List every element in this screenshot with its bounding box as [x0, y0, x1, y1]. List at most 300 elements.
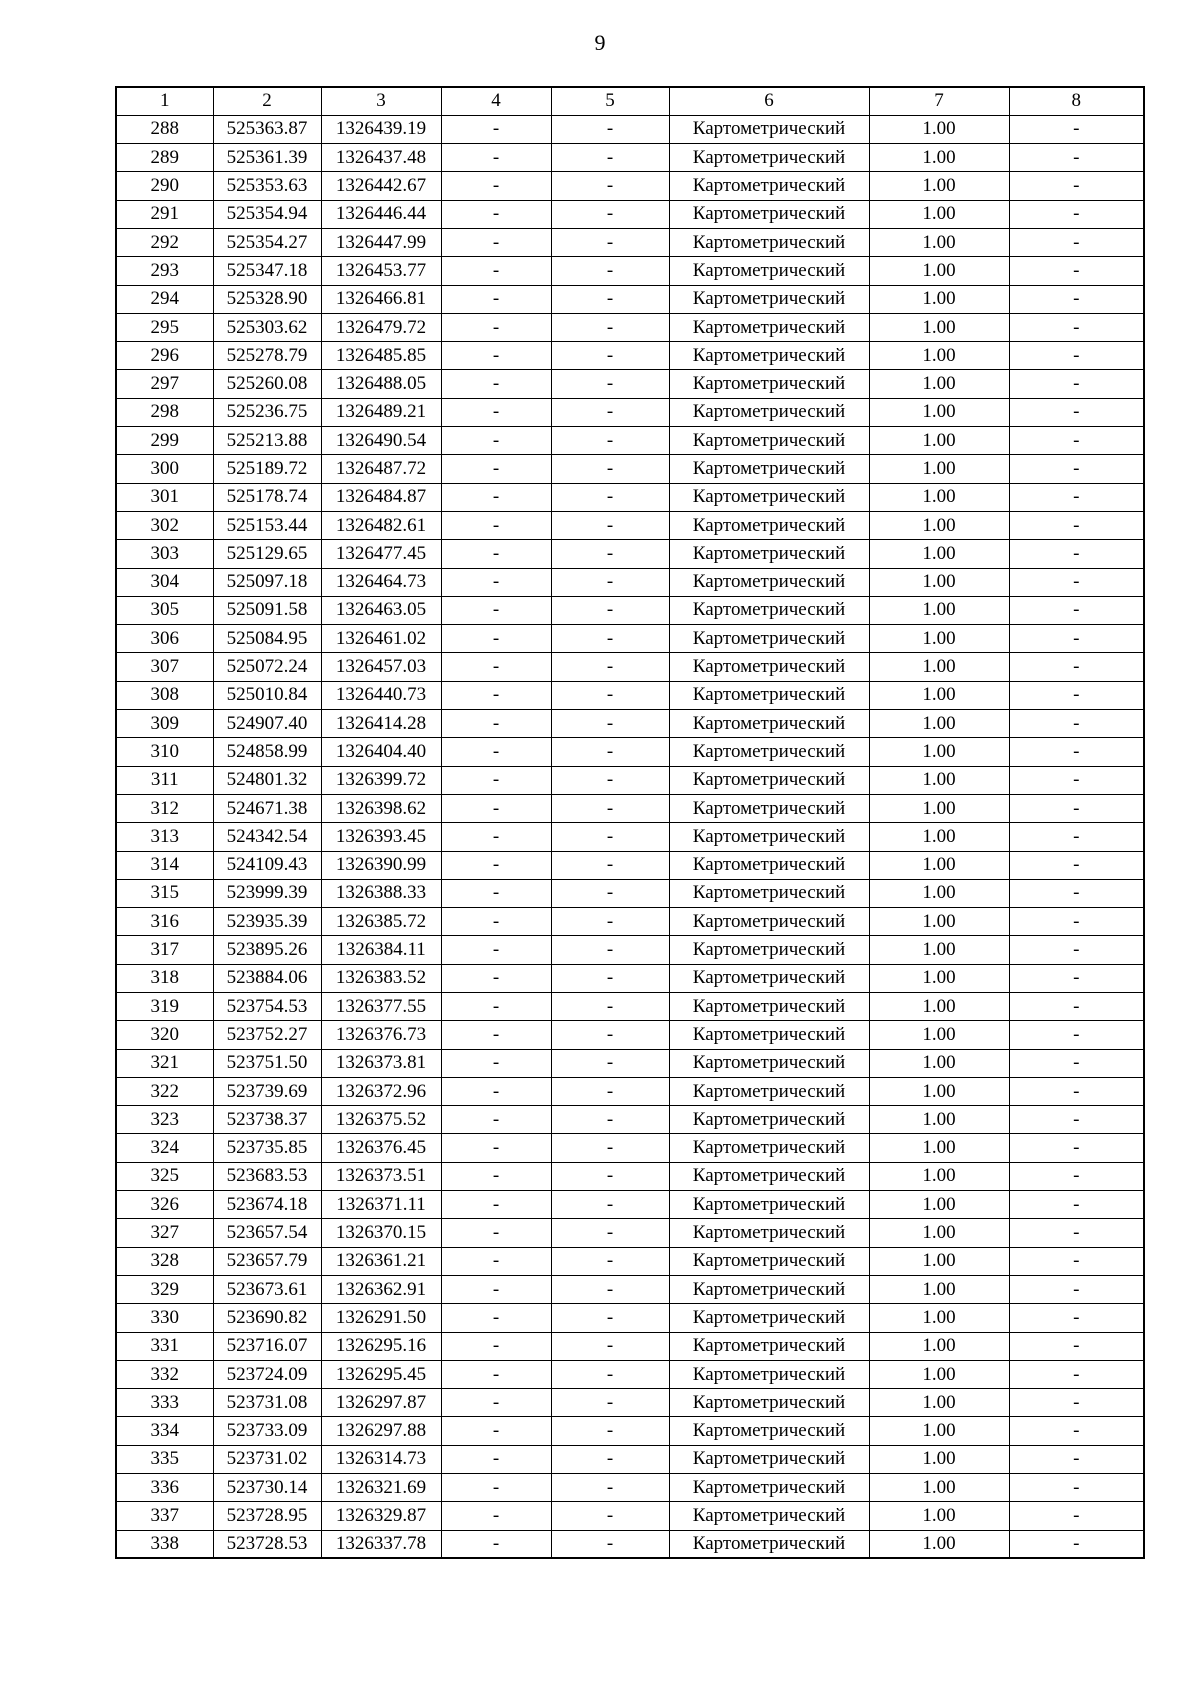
table-row — [116, 568, 1144, 596]
cell-point-number: 320 — [116, 1021, 213, 1049]
table-row — [116, 653, 1144, 681]
table-header-row — [116, 87, 1144, 115]
table-row — [116, 455, 1144, 483]
cell-method: Картометрический — [669, 964, 869, 992]
cell-col-8: - — [1009, 1247, 1144, 1275]
cell-method: Картометрический — [669, 540, 869, 568]
cell-col-4: - — [441, 427, 551, 455]
cell-coord-x: 525091.58 — [213, 596, 321, 624]
cell-coord-x: 525347.18 — [213, 257, 321, 285]
cell-method: Картометрический — [669, 1332, 869, 1360]
cell-coord-x: 523683.53 — [213, 1162, 321, 1190]
cell-coord-x: 525084.95 — [213, 625, 321, 653]
cell-col-5: - — [551, 172, 669, 200]
cell-accuracy: 1.00 — [869, 427, 1009, 455]
cell-col-8: - — [1009, 370, 1144, 398]
cell-coord-x: 523999.39 — [213, 879, 321, 907]
cell-col-5: - — [551, 794, 669, 822]
cell-point-number: 296 — [116, 342, 213, 370]
cell-point-number: 290 — [116, 172, 213, 200]
cell-point-number: 289 — [116, 144, 213, 172]
cell-point-number: 325 — [116, 1162, 213, 1190]
cell-col-8: - — [1009, 1077, 1144, 1105]
cell-col-8: - — [1009, 540, 1144, 568]
cell-col-4: - — [441, 172, 551, 200]
cell-col-8: - — [1009, 993, 1144, 1021]
table-row — [116, 625, 1144, 653]
cell-coord-x: 525328.90 — [213, 285, 321, 313]
cell-coord-y: 1326297.88 — [321, 1417, 441, 1445]
cell-point-number: 331 — [116, 1332, 213, 1360]
cell-method: Картометрический — [669, 766, 869, 794]
cell-col-8: - — [1009, 1191, 1144, 1219]
cell-point-number: 298 — [116, 398, 213, 426]
cell-coord-x: 523735.85 — [213, 1134, 321, 1162]
cell-col-8: - — [1009, 653, 1144, 681]
cell-accuracy: 1.00 — [869, 144, 1009, 172]
table-row — [116, 483, 1144, 511]
cell-col-4: - — [441, 596, 551, 624]
cell-coord-x: 523731.02 — [213, 1445, 321, 1473]
cell-point-number: 323 — [116, 1106, 213, 1134]
cell-col-4: - — [441, 681, 551, 709]
table-row — [116, 1077, 1144, 1105]
cell-method: Картометрический — [669, 483, 869, 511]
cell-col-5: - — [551, 1502, 669, 1530]
cell-point-number: 313 — [116, 823, 213, 851]
cell-method: Картометрический — [669, 342, 869, 370]
cell-col-5: - — [551, 1162, 669, 1190]
cell-col-4: - — [441, 1502, 551, 1530]
cell-point-number: 318 — [116, 964, 213, 992]
cell-coord-x: 524858.99 — [213, 738, 321, 766]
cell-col-8: - — [1009, 342, 1144, 370]
cell-accuracy: 1.00 — [869, 625, 1009, 653]
cell-col-8: - — [1009, 936, 1144, 964]
cell-coord-x: 525278.79 — [213, 342, 321, 370]
column-header-1: 1 — [116, 87, 213, 115]
table-row — [116, 794, 1144, 822]
cell-point-number: 310 — [116, 738, 213, 766]
cell-accuracy: 1.00 — [869, 483, 1009, 511]
table-row — [116, 511, 1144, 539]
cell-method: Картометрический — [669, 1077, 869, 1105]
cell-coord-x: 524801.32 — [213, 766, 321, 794]
cell-method: Картометрический — [669, 710, 869, 738]
cell-method: Картометрический — [669, 1247, 869, 1275]
cell-coord-y: 1326404.40 — [321, 738, 441, 766]
cell-col-8: - — [1009, 1417, 1144, 1445]
cell-col-4: - — [441, 1021, 551, 1049]
cell-accuracy: 1.00 — [869, 1219, 1009, 1247]
cell-point-number: 328 — [116, 1247, 213, 1275]
cell-method: Картометрический — [669, 257, 869, 285]
cell-accuracy: 1.00 — [869, 993, 1009, 1021]
cell-accuracy: 1.00 — [869, 172, 1009, 200]
cell-col-8: - — [1009, 427, 1144, 455]
cell-accuracy: 1.00 — [869, 1389, 1009, 1417]
cell-col-8: - — [1009, 1502, 1144, 1530]
table-row — [116, 370, 1144, 398]
cell-coord-x: 525354.94 — [213, 200, 321, 228]
cell-point-number: 337 — [116, 1502, 213, 1530]
cell-col-8: - — [1009, 1106, 1144, 1134]
cell-col-4: - — [441, 1332, 551, 1360]
cell-col-5: - — [551, 936, 669, 964]
cell-coord-y: 1326383.52 — [321, 964, 441, 992]
cell-accuracy: 1.00 — [869, 908, 1009, 936]
cell-col-8: - — [1009, 1219, 1144, 1247]
table-row — [116, 908, 1144, 936]
cell-accuracy: 1.00 — [869, 200, 1009, 228]
cell-col-5: - — [551, 879, 669, 907]
column-header-5: 5 — [551, 87, 669, 115]
cell-coord-x: 523739.69 — [213, 1077, 321, 1105]
cell-col-8: - — [1009, 710, 1144, 738]
cell-col-5: - — [551, 455, 669, 483]
cell-point-number: 324 — [116, 1134, 213, 1162]
cell-method: Картометрический — [669, 908, 869, 936]
cell-col-5: - — [551, 228, 669, 256]
table-row — [116, 851, 1144, 879]
column-header-7: 7 — [869, 87, 1009, 115]
table-row — [116, 1502, 1144, 1530]
table-row — [116, 427, 1144, 455]
cell-method: Картометрический — [669, 511, 869, 539]
cell-col-8: - — [1009, 115, 1144, 143]
cell-coord-y: 1326464.73 — [321, 568, 441, 596]
cell-col-8: - — [1009, 879, 1144, 907]
cell-method: Картометрический — [669, 596, 869, 624]
table-row — [116, 200, 1144, 228]
cell-coord-x: 523673.61 — [213, 1275, 321, 1303]
cell-method: Картометрический — [669, 1021, 869, 1049]
cell-coord-x: 525354.27 — [213, 228, 321, 256]
cell-accuracy: 1.00 — [869, 1417, 1009, 1445]
cell-coord-y: 1326488.05 — [321, 370, 441, 398]
table-row — [116, 1304, 1144, 1332]
cell-col-5: - — [551, 823, 669, 851]
cell-coord-y: 1326314.73 — [321, 1445, 441, 1473]
cell-coord-x: 525303.62 — [213, 313, 321, 341]
cell-accuracy: 1.00 — [869, 313, 1009, 341]
cell-coord-x: 523674.18 — [213, 1191, 321, 1219]
cell-accuracy: 1.00 — [869, 1106, 1009, 1134]
cell-accuracy: 1.00 — [869, 1162, 1009, 1190]
column-header-4: 4 — [441, 87, 551, 115]
cell-point-number: 306 — [116, 625, 213, 653]
cell-coord-x: 525260.08 — [213, 370, 321, 398]
cell-accuracy: 1.00 — [869, 398, 1009, 426]
cell-col-8: - — [1009, 1360, 1144, 1388]
table-row — [116, 823, 1144, 851]
cell-col-8: - — [1009, 144, 1144, 172]
cell-col-8: - — [1009, 908, 1144, 936]
page-number: 9 — [594, 30, 606, 55]
cell-col-5: - — [551, 653, 669, 681]
cell-col-8: - — [1009, 1389, 1144, 1417]
cell-point-number: 297 — [116, 370, 213, 398]
cell-col-5: - — [551, 1134, 669, 1162]
cell-col-4: - — [441, 1275, 551, 1303]
cell-coord-y: 1326398.62 — [321, 794, 441, 822]
cell-col-8: - — [1009, 257, 1144, 285]
cell-accuracy: 1.00 — [869, 936, 1009, 964]
cell-col-4: - — [441, 1134, 551, 1162]
cell-method: Картометрический — [669, 427, 869, 455]
cell-accuracy: 1.00 — [869, 115, 1009, 143]
cell-col-8: - — [1009, 1134, 1144, 1162]
cell-method: Картометрический — [669, 993, 869, 1021]
table-row — [116, 115, 1144, 143]
cell-method: Картометрический — [669, 1162, 869, 1190]
cell-coord-x: 524342.54 — [213, 823, 321, 851]
cell-accuracy: 1.00 — [869, 370, 1009, 398]
cell-col-4: - — [441, 625, 551, 653]
cell-point-number: 319 — [116, 993, 213, 1021]
cell-point-number: 322 — [116, 1077, 213, 1105]
cell-point-number: 315 — [116, 879, 213, 907]
cell-method: Картометрический — [669, 144, 869, 172]
cell-col-4: - — [441, 710, 551, 738]
cell-coord-y: 1326362.91 — [321, 1275, 441, 1303]
table-row — [116, 1332, 1144, 1360]
cell-point-number: 336 — [116, 1474, 213, 1502]
cell-col-5: - — [551, 1275, 669, 1303]
cell-col-4: - — [441, 1077, 551, 1105]
table-row — [116, 1247, 1144, 1275]
cell-coord-y: 1326376.45 — [321, 1134, 441, 1162]
cell-accuracy: 1.00 — [869, 1191, 1009, 1219]
cell-accuracy: 1.00 — [869, 710, 1009, 738]
cell-coord-x: 525178.74 — [213, 483, 321, 511]
cell-col-4: - — [441, 144, 551, 172]
cell-coord-y: 1326291.50 — [321, 1304, 441, 1332]
cell-col-8: - — [1009, 313, 1144, 341]
cell-col-4: - — [441, 228, 551, 256]
cell-col-4: - — [441, 568, 551, 596]
table-row — [116, 540, 1144, 568]
cell-coord-y: 1326439.19 — [321, 115, 441, 143]
cell-accuracy: 1.00 — [869, 511, 1009, 539]
cell-col-5: - — [551, 115, 669, 143]
table-row — [116, 398, 1144, 426]
cell-col-8: - — [1009, 625, 1144, 653]
cell-accuracy: 1.00 — [869, 285, 1009, 313]
cell-method: Картометрический — [669, 398, 869, 426]
cell-coord-y: 1326361.21 — [321, 1247, 441, 1275]
cell-accuracy: 1.00 — [869, 540, 1009, 568]
cell-point-number: 291 — [116, 200, 213, 228]
cell-coord-y: 1326477.45 — [321, 540, 441, 568]
cell-coord-x: 525097.18 — [213, 568, 321, 596]
cell-coord-x: 524109.43 — [213, 851, 321, 879]
cell-method: Картометрический — [669, 1275, 869, 1303]
cell-col-4: - — [441, 908, 551, 936]
cell-coord-x: 525236.75 — [213, 398, 321, 426]
table-row — [116, 1530, 1144, 1558]
cell-accuracy: 1.00 — [869, 1077, 1009, 1105]
column-header-8: 8 — [1009, 87, 1144, 115]
cell-col-8: - — [1009, 823, 1144, 851]
table-row — [116, 1162, 1144, 1190]
cell-coord-x: 523884.06 — [213, 964, 321, 992]
cell-point-number: 292 — [116, 228, 213, 256]
cell-col-8: - — [1009, 455, 1144, 483]
cell-coord-x: 525010.84 — [213, 681, 321, 709]
cell-coord-y: 1326487.72 — [321, 455, 441, 483]
cell-accuracy: 1.00 — [869, 794, 1009, 822]
cell-col-8: - — [1009, 200, 1144, 228]
cell-col-4: - — [441, 993, 551, 1021]
cell-col-5: - — [551, 257, 669, 285]
cell-method: Картометрический — [669, 1502, 869, 1530]
cell-col-5: - — [551, 766, 669, 794]
cell-col-5: - — [551, 1389, 669, 1417]
cell-col-4: - — [441, 1445, 551, 1473]
cell-col-4: - — [441, 540, 551, 568]
cell-coord-y: 1326466.81 — [321, 285, 441, 313]
cell-col-8: - — [1009, 398, 1144, 426]
table-row — [116, 285, 1144, 313]
cell-col-8: - — [1009, 766, 1144, 794]
table-row — [116, 1360, 1144, 1388]
cell-accuracy: 1.00 — [869, 1021, 1009, 1049]
table-row — [116, 1445, 1144, 1473]
cell-point-number: 330 — [116, 1304, 213, 1332]
cell-coord-y: 1326414.28 — [321, 710, 441, 738]
cell-coord-x: 525153.44 — [213, 511, 321, 539]
table-row — [116, 964, 1144, 992]
column-header-3: 3 — [321, 87, 441, 115]
cell-method: Картометрический — [669, 1530, 869, 1558]
cell-col-5: - — [551, 1474, 669, 1502]
cell-point-number: 305 — [116, 596, 213, 624]
cell-coord-y: 1326384.11 — [321, 936, 441, 964]
cell-coord-y: 1326479.72 — [321, 313, 441, 341]
cell-point-number: 288 — [116, 115, 213, 143]
table-row — [116, 710, 1144, 738]
cell-coord-x: 523751.50 — [213, 1049, 321, 1077]
cell-col-8: - — [1009, 1530, 1144, 1558]
table-row — [116, 1275, 1144, 1303]
cell-accuracy: 1.00 — [869, 1502, 1009, 1530]
cell-col-8: - — [1009, 172, 1144, 200]
cell-point-number: 302 — [116, 511, 213, 539]
cell-col-8: - — [1009, 681, 1144, 709]
cell-col-5: - — [551, 625, 669, 653]
cell-coord-y: 1326390.99 — [321, 851, 441, 879]
cell-col-8: - — [1009, 738, 1144, 766]
cell-coord-x: 523657.54 — [213, 1219, 321, 1247]
cell-col-5: - — [551, 540, 669, 568]
cell-accuracy: 1.00 — [869, 1530, 1009, 1558]
cell-coord-y: 1326372.96 — [321, 1077, 441, 1105]
table-row — [116, 1191, 1144, 1219]
cell-coord-y: 1326446.44 — [321, 200, 441, 228]
cell-point-number: 334 — [116, 1417, 213, 1445]
cell-method: Картометрический — [669, 936, 869, 964]
table-body — [116, 115, 1144, 1558]
table-row — [116, 1134, 1144, 1162]
table-row — [116, 993, 1144, 1021]
cell-col-8: - — [1009, 1049, 1144, 1077]
cell-method: Картометрический — [669, 455, 869, 483]
cell-coord-x: 525361.39 — [213, 144, 321, 172]
cell-point-number: 316 — [116, 908, 213, 936]
cell-coord-y: 1326442.67 — [321, 172, 441, 200]
cell-col-5: - — [551, 710, 669, 738]
cell-coord-y: 1326393.45 — [321, 823, 441, 851]
cell-coord-x: 523724.09 — [213, 1360, 321, 1388]
cell-coord-x: 523690.82 — [213, 1304, 321, 1332]
cell-col-8: - — [1009, 1021, 1144, 1049]
cell-coord-x: 523728.95 — [213, 1502, 321, 1530]
cell-coord-y: 1326463.05 — [321, 596, 441, 624]
cell-point-number: 312 — [116, 794, 213, 822]
table-row — [116, 1474, 1144, 1502]
cell-method: Картометрический — [669, 115, 869, 143]
cell-col-5: - — [551, 908, 669, 936]
cell-col-8: - — [1009, 1332, 1144, 1360]
cell-point-number: 327 — [116, 1219, 213, 1247]
cell-col-8: - — [1009, 285, 1144, 313]
cell-col-8: - — [1009, 596, 1144, 624]
cell-method: Картометрический — [669, 1417, 869, 1445]
table-row — [116, 144, 1144, 172]
cell-accuracy: 1.00 — [869, 1304, 1009, 1332]
cell-coord-x: 523731.08 — [213, 1389, 321, 1417]
cell-col-4: - — [441, 370, 551, 398]
cell-coord-y: 1326337.78 — [321, 1530, 441, 1558]
cell-col-5: - — [551, 851, 669, 879]
cell-coord-x: 525129.65 — [213, 540, 321, 568]
cell-accuracy: 1.00 — [869, 342, 1009, 370]
cell-accuracy: 1.00 — [869, 1049, 1009, 1077]
cell-col-5: - — [551, 370, 669, 398]
table-row — [116, 1021, 1144, 1049]
cell-method: Картометрический — [669, 370, 869, 398]
table-row — [116, 1049, 1144, 1077]
table-row — [116, 1106, 1144, 1134]
cell-col-8: - — [1009, 568, 1144, 596]
cell-col-4: - — [441, 936, 551, 964]
cell-col-8: - — [1009, 794, 1144, 822]
cell-col-5: - — [551, 1530, 669, 1558]
table-row — [116, 313, 1144, 341]
cell-point-number: 293 — [116, 257, 213, 285]
cell-col-8: - — [1009, 1304, 1144, 1332]
cell-method: Картометрический — [669, 1191, 869, 1219]
cell-point-number: 300 — [116, 455, 213, 483]
cell-col-4: - — [441, 738, 551, 766]
cell-col-5: - — [551, 1021, 669, 1049]
table-row — [116, 596, 1144, 624]
cell-accuracy: 1.00 — [869, 766, 1009, 794]
cell-method: Картометрический — [669, 200, 869, 228]
cell-col-5: - — [551, 1445, 669, 1473]
cell-col-5: - — [551, 1077, 669, 1105]
cell-method: Картометрический — [669, 1445, 869, 1473]
cell-method: Картометрический — [669, 794, 869, 822]
cell-col-5: - — [551, 285, 669, 313]
cell-accuracy: 1.00 — [869, 681, 1009, 709]
cell-coord-y: 1326447.99 — [321, 228, 441, 256]
cell-col-4: - — [441, 455, 551, 483]
cell-col-4: - — [441, 1219, 551, 1247]
cell-accuracy: 1.00 — [869, 568, 1009, 596]
cell-coord-x: 523754.53 — [213, 993, 321, 1021]
